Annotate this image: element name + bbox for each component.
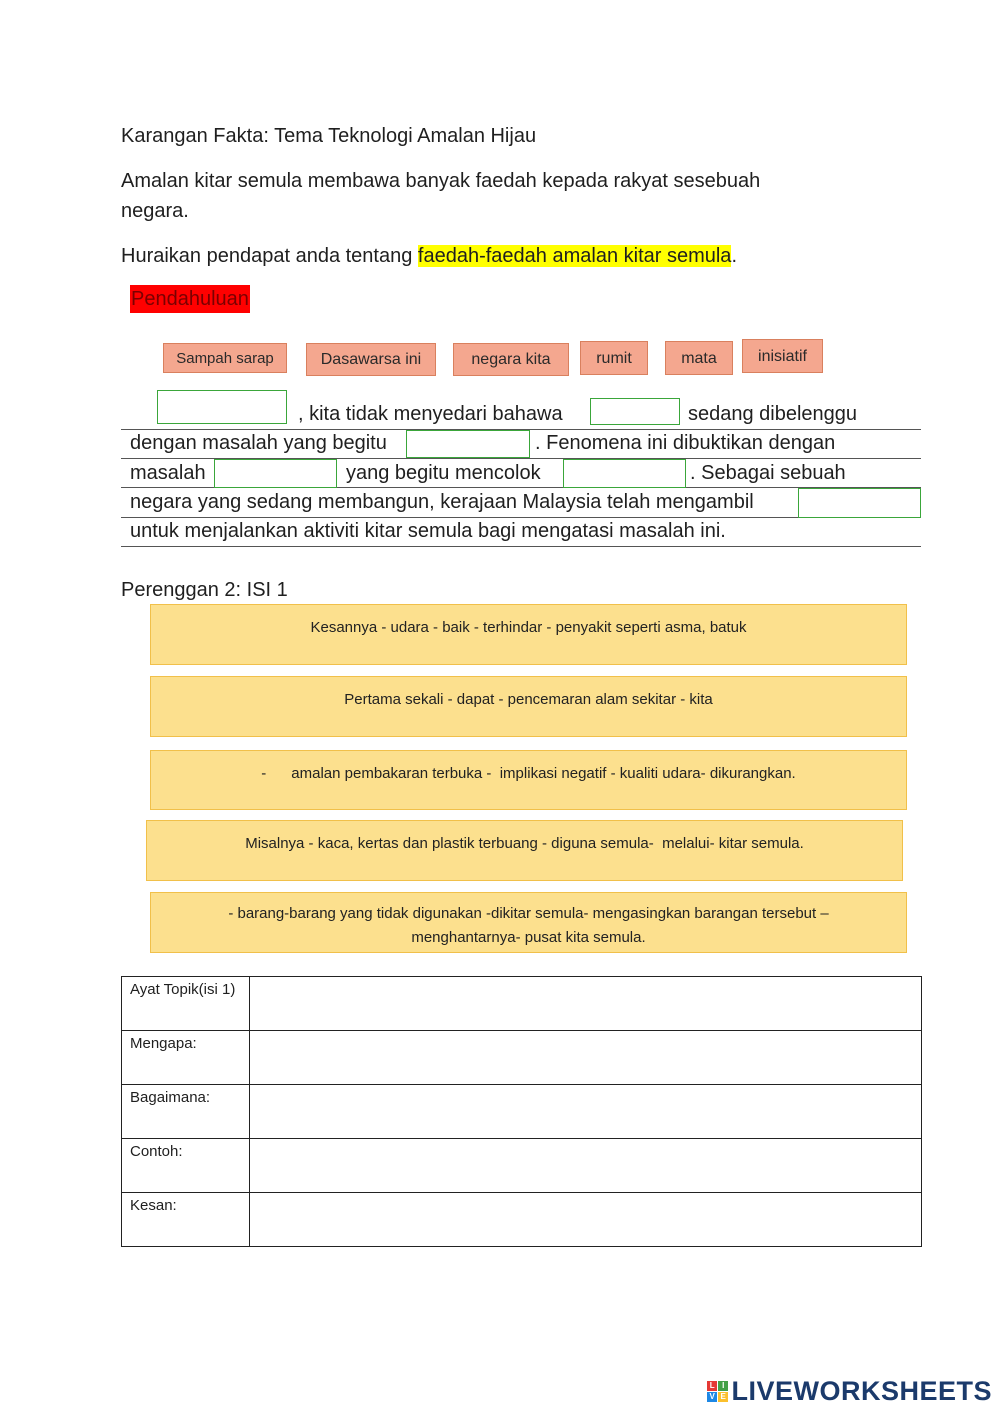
passage-text: masalah [130, 462, 206, 484]
answer-slot[interactable] [798, 488, 921, 518]
word-chip[interactable]: inisiatif [742, 339, 823, 373]
table-row [122, 1193, 922, 1247]
row-label: Bagaimana: [122, 1085, 250, 1139]
row-label: Ayat Topik(isi 1) [122, 977, 250, 1031]
answer-cell[interactable] [250, 1085, 922, 1139]
task-highlight: faedah-faedah amalan kitar semula [417, 245, 732, 267]
row-label: Mengapa: [122, 1031, 250, 1085]
word-chip[interactable]: Dasawarsa ini [306, 343, 436, 376]
passage-text: dengan masalah yang begitu [130, 432, 387, 454]
answer-cell[interactable] [250, 1031, 922, 1085]
answer-slot[interactable] [590, 398, 680, 425]
sentence-card[interactable]: Misalnya - kaca, kertas dan plastik terbuang - diguna semula- melalui- kitar semula. [146, 820, 903, 881]
page-title: Karangan Fakta: Tema Teknologi Amalan Hijau [121, 125, 537, 147]
sentence-card[interactable]: - amalan pembakaran terbuka - implikasi negatif - kualiti udara- dikurangkan. [150, 750, 907, 810]
sentence-card[interactable]: Pertama sekali - dapat - pencemaran alam sekitar - kita [150, 676, 907, 737]
answer-slot[interactable] [214, 459, 337, 488]
passage-text: , kita tidak menyedari bahawa [298, 403, 563, 425]
passage-text: sedang dibelenggu [688, 403, 858, 425]
row-label: Kesan: [122, 1193, 250, 1247]
table-row [122, 1085, 922, 1139]
row-label: Contoh: [122, 1139, 250, 1193]
table-row [122, 1139, 922, 1193]
word-chip[interactable]: mata [665, 341, 733, 375]
word-chip[interactable]: Sampah sarap [163, 343, 287, 373]
passage-text: untuk menjalankan aktiviti kitar semula bagi mengatasi masalah ini. [130, 520, 726, 542]
answer-slot[interactable] [406, 430, 530, 458]
answer-slot[interactable] [157, 390, 287, 424]
task-suffix: . [731, 245, 737, 267]
word-chip[interactable]: negara kita [453, 343, 569, 376]
logo-mark-icon: L I V E [707, 1381, 728, 1402]
word-chip[interactable]: rumit [580, 341, 648, 375]
sentence-card[interactable]: Kesannya - udara - baik - terhindar - penyakit seperti asma, batuk [150, 604, 907, 665]
section-label-pendahuluan: Pendahuluan [130, 285, 250, 313]
passage-text: yang begitu mencolok [346, 462, 541, 484]
table-row [122, 1031, 922, 1085]
task-prefix: Huraikan pendapat anda tentang [121, 245, 418, 267]
section-heading-isi1: Perenggan 2: ISI 1 [121, 579, 288, 601]
logo-text: LIVEWORKSHEETS [731, 1376, 992, 1406]
prompt-line-1: Amalan kitar semula membawa banyak faedah kepada rakyat sesebuah [121, 170, 761, 192]
sentence-card[interactable]: - barang-barang yang tidak digunakan -dikitar semula- mengasingkan barangan tersebut – menghantarnya- pusat kita semula. [150, 892, 907, 953]
line-rule [121, 546, 921, 547]
passage-text: negara yang sedang membangun, kerajaan Malaysia telah mengambil [130, 491, 754, 513]
answer-cell[interactable] [250, 977, 922, 1031]
table-row [122, 977, 922, 1031]
passage-text: . Fenomena ini dibuktikan dengan [535, 432, 836, 454]
planning-table [121, 976, 922, 1247]
liveworksheets-logo [707, 1376, 992, 1407]
answer-slot[interactable] [563, 459, 686, 488]
prompt-line-2: negara. [121, 200, 189, 222]
passage-text: . Sebagai sebuah [690, 462, 846, 484]
answer-cell[interactable] [250, 1193, 922, 1247]
task-instruction [121, 241, 737, 271]
answer-cell[interactable] [250, 1139, 922, 1193]
